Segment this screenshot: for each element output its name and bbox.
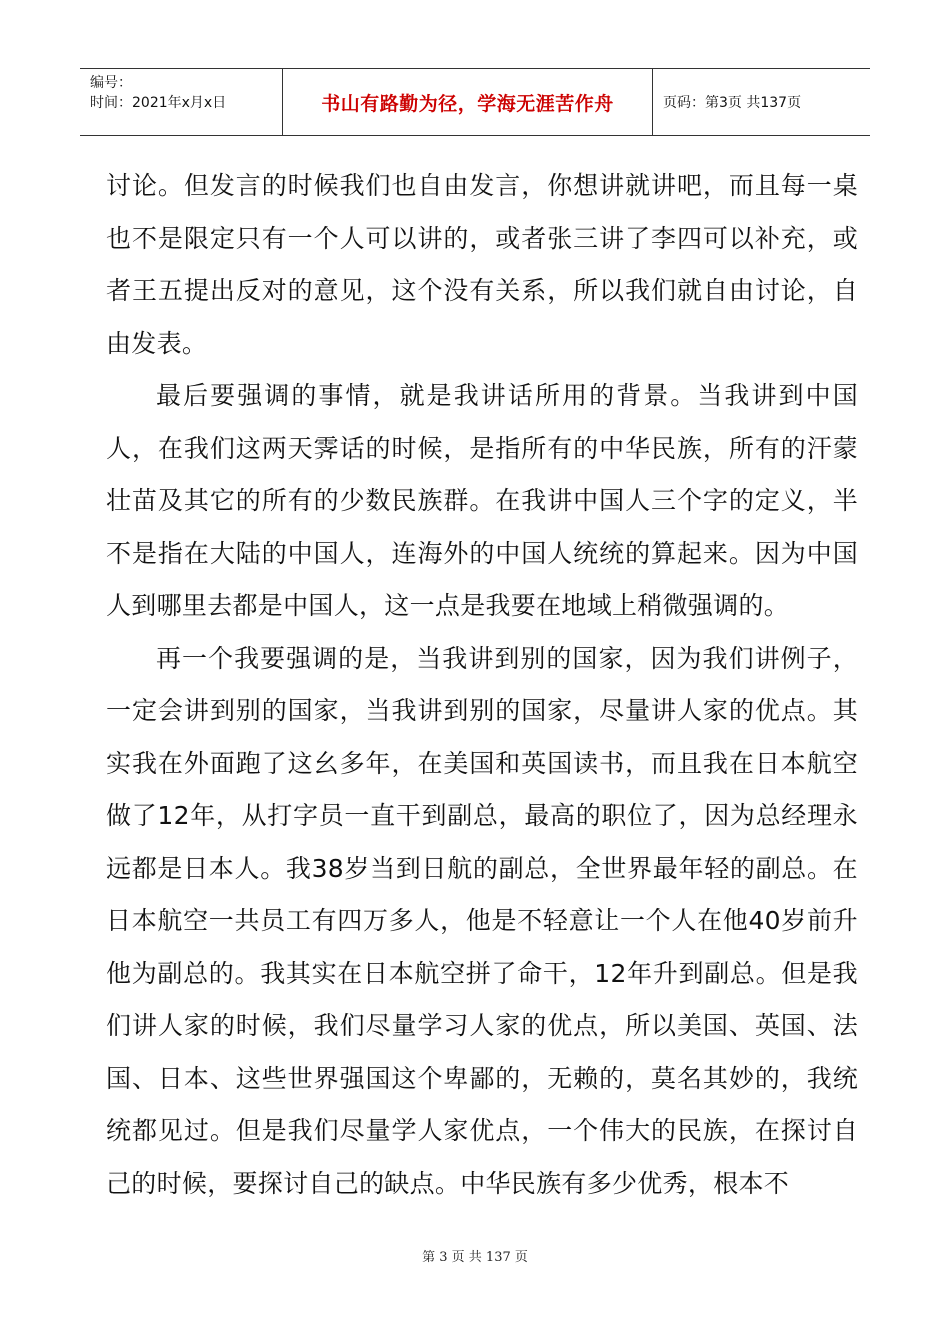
header-motto: 书山有路勤为径，学海无涯苦作舟 (321, 92, 614, 115)
paragraph: 最后要强调的事情，就是我讲话所用的背景。当我讲到中国人，在我们这两天霁话的时候，是指所有的中华民族，所有的汗蒙壮苗及其它的所有的少数民族群。在我讲中国人三个字的定义，半不是指在大陆的中国人，连海外的中国人统统的算起来。因为中国人到哪里去都是中国人，这一点是我要在地域上稍微强调的。 (106, 381, 858, 620)
document-header (80, 68, 870, 136)
document-number-label: 编号： (90, 75, 132, 91)
paragraph: 再一个我要强调的是，当我讲到别的国家，因为我们讲例子，一定会讲到别的国家，当我讲到别的国家，尽量讲人家的优点。其实我在外面跑了这幺多年，在美国和英国读书，而且我在日本航空做了12年，从打字员一直干到副总，最高的职位了，因为总经理永远都是日本人。我38岁当到日航的副总，全世界最年轻的副总。在日本航空一共员工有四万多人，他是不轻意让一个人在他40岁前升他为副总的。我其实在日本航空拼了命干，12年升到副总。但是我们讲人家的时候，我们尽量学习人家的优点，所以美国、英国、法国、日本、这些世界强国这个卑鄙的，无赖的，莫名其妙的，我统统都见过。但是我们尽量学人家优点，一个伟大的民族，在探讨自己的时候，要探讨自己的缺点。中华民族有多少优秀，根本不 (106, 643, 858, 1198)
header-page-label: 页码：第3页 共137页 (663, 95, 802, 111)
header-meta-cell (80, 69, 283, 135)
paragraph: 讨论。但发言的时候我们也自由发言，你想讲就讲吧，而且每一桌也不是限定只有一个人可以讲的，或者张三讲了李四可以补充，或者王五提出反对的意见，这个没有关系，所以我们就自由讨论，自由发表。 (106, 171, 858, 358)
page-footer: 第 3 页 共 137 页 (422, 1250, 528, 1265)
header-page-cell (653, 69, 870, 135)
header-motto-cell (283, 69, 653, 135)
document-date-label: 时间：2021年x月x日 (90, 95, 227, 111)
document-body (106, 160, 858, 1210)
